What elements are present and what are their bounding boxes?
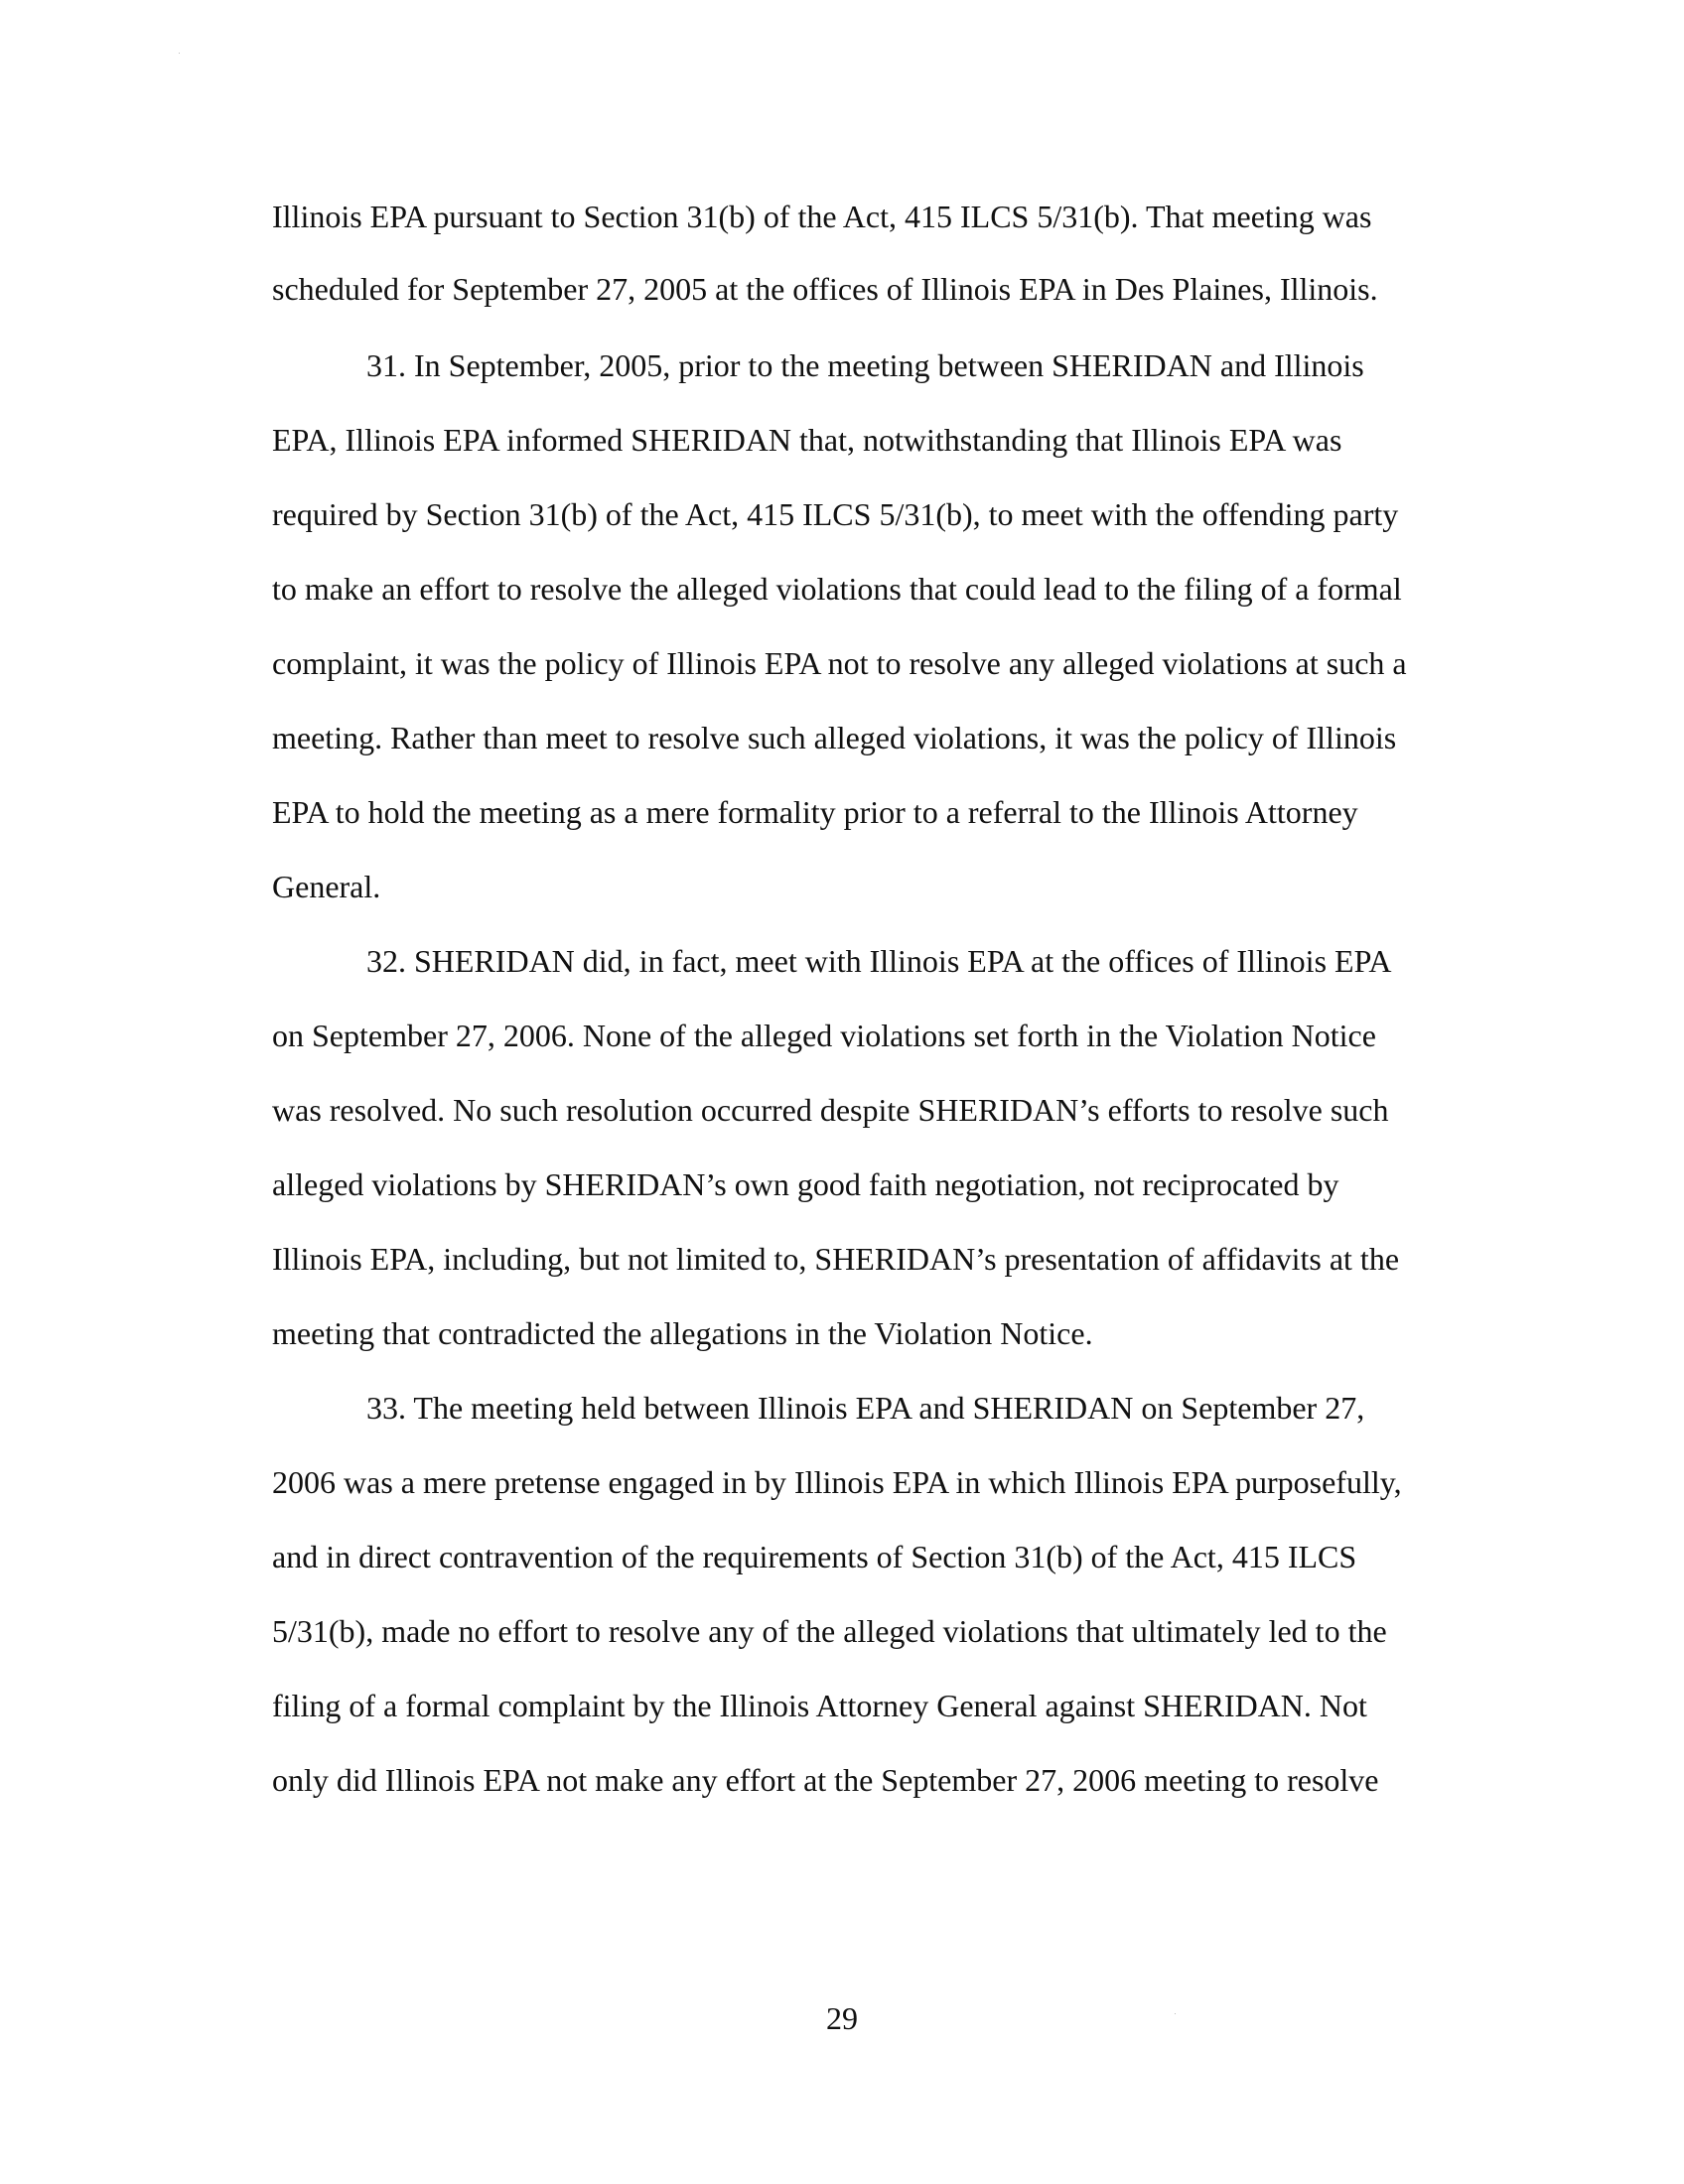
text-line: General. [272,869,381,904]
text-line: and in direct contravention of the requirements of Section 31(b) of the Act, 415 ILCS [272,1539,1357,1574]
scan-speck [179,53,180,54]
text-line: EPA, Illinois EPA informed SHERIDAN that, notwithstanding that Illinois EPA was [272,422,1342,458]
paragraph-32-first-line: 32. SHERIDAN did, in fact, meet with Illinois EPA at the offices of Illinois EPA [366,943,1392,979]
text-line: filing of a formal complaint by the Illinois Attorney General against SHERIDAN. Not [272,1688,1367,1723]
text-line: meeting. Rather than meet to resolve such alleged violations, it was the policy of Illinois [272,720,1397,755]
text-line: to make an effort to resolve the alleged violations that could lead to the filing of a formal [272,571,1402,607]
text-line: meeting that contradicted the allegations in the Violation Notice. [272,1315,1093,1351]
page-number: 29 [826,2000,858,2036]
text-line: only did Illinois EPA not make any effort at the September 27, 2006 meeting to resolve [272,1762,1379,1798]
text-line: complaint, it was the policy of Illinois EPA not to resolve any alleged violations at such a [272,645,1407,681]
paragraph-33-first-line: 33. The meeting held between Illinois EPA and SHERIDAN on September 27, [366,1390,1365,1426]
text-line: 5/31(b), made no effort to resolve any of the alleged violations that ultimately led to the [272,1613,1387,1649]
text-line: required by Section 31(b) of the Act, 415 ILCS 5/31(b), to meet with the offending party [272,496,1399,532]
text-line: on September 27, 2006. None of the alleged violations set forth in the Violation Notice [272,1018,1376,1053]
text-line: EPA to hold the meeting as a mere formality prior to a referral to the Illinois Attorney [272,794,1358,830]
text-line: scheduled for September 27, 2005 at the offices of Illinois EPA in Des Plaines, Illinois. [272,271,1378,307]
text-line: Illinois EPA, including, but not limited to, SHERIDAN’s presentation of affidavits at the [272,1241,1400,1277]
text-line: alleged violations by SHERIDAN’s own good faith negotiation, not reciprocated by [272,1166,1339,1202]
scan-speck [1175,2013,1176,2014]
text-line: 2006 was a mere pretense engaged in by Illinois EPA in which Illinois EPA purposefully, [272,1464,1402,1500]
text-line: was resolved. No such resolution occurred despite SHERIDAN’s efforts to resolve such [272,1092,1389,1128]
text-line: Illinois EPA pursuant to Section 31(b) of the Act, 415 ILCS 5/31(b). That meeting was [272,199,1372,234]
paragraph-31-first-line: 31. In September, 2005, prior to the meeting between SHERIDAN and Illinois [366,347,1364,383]
